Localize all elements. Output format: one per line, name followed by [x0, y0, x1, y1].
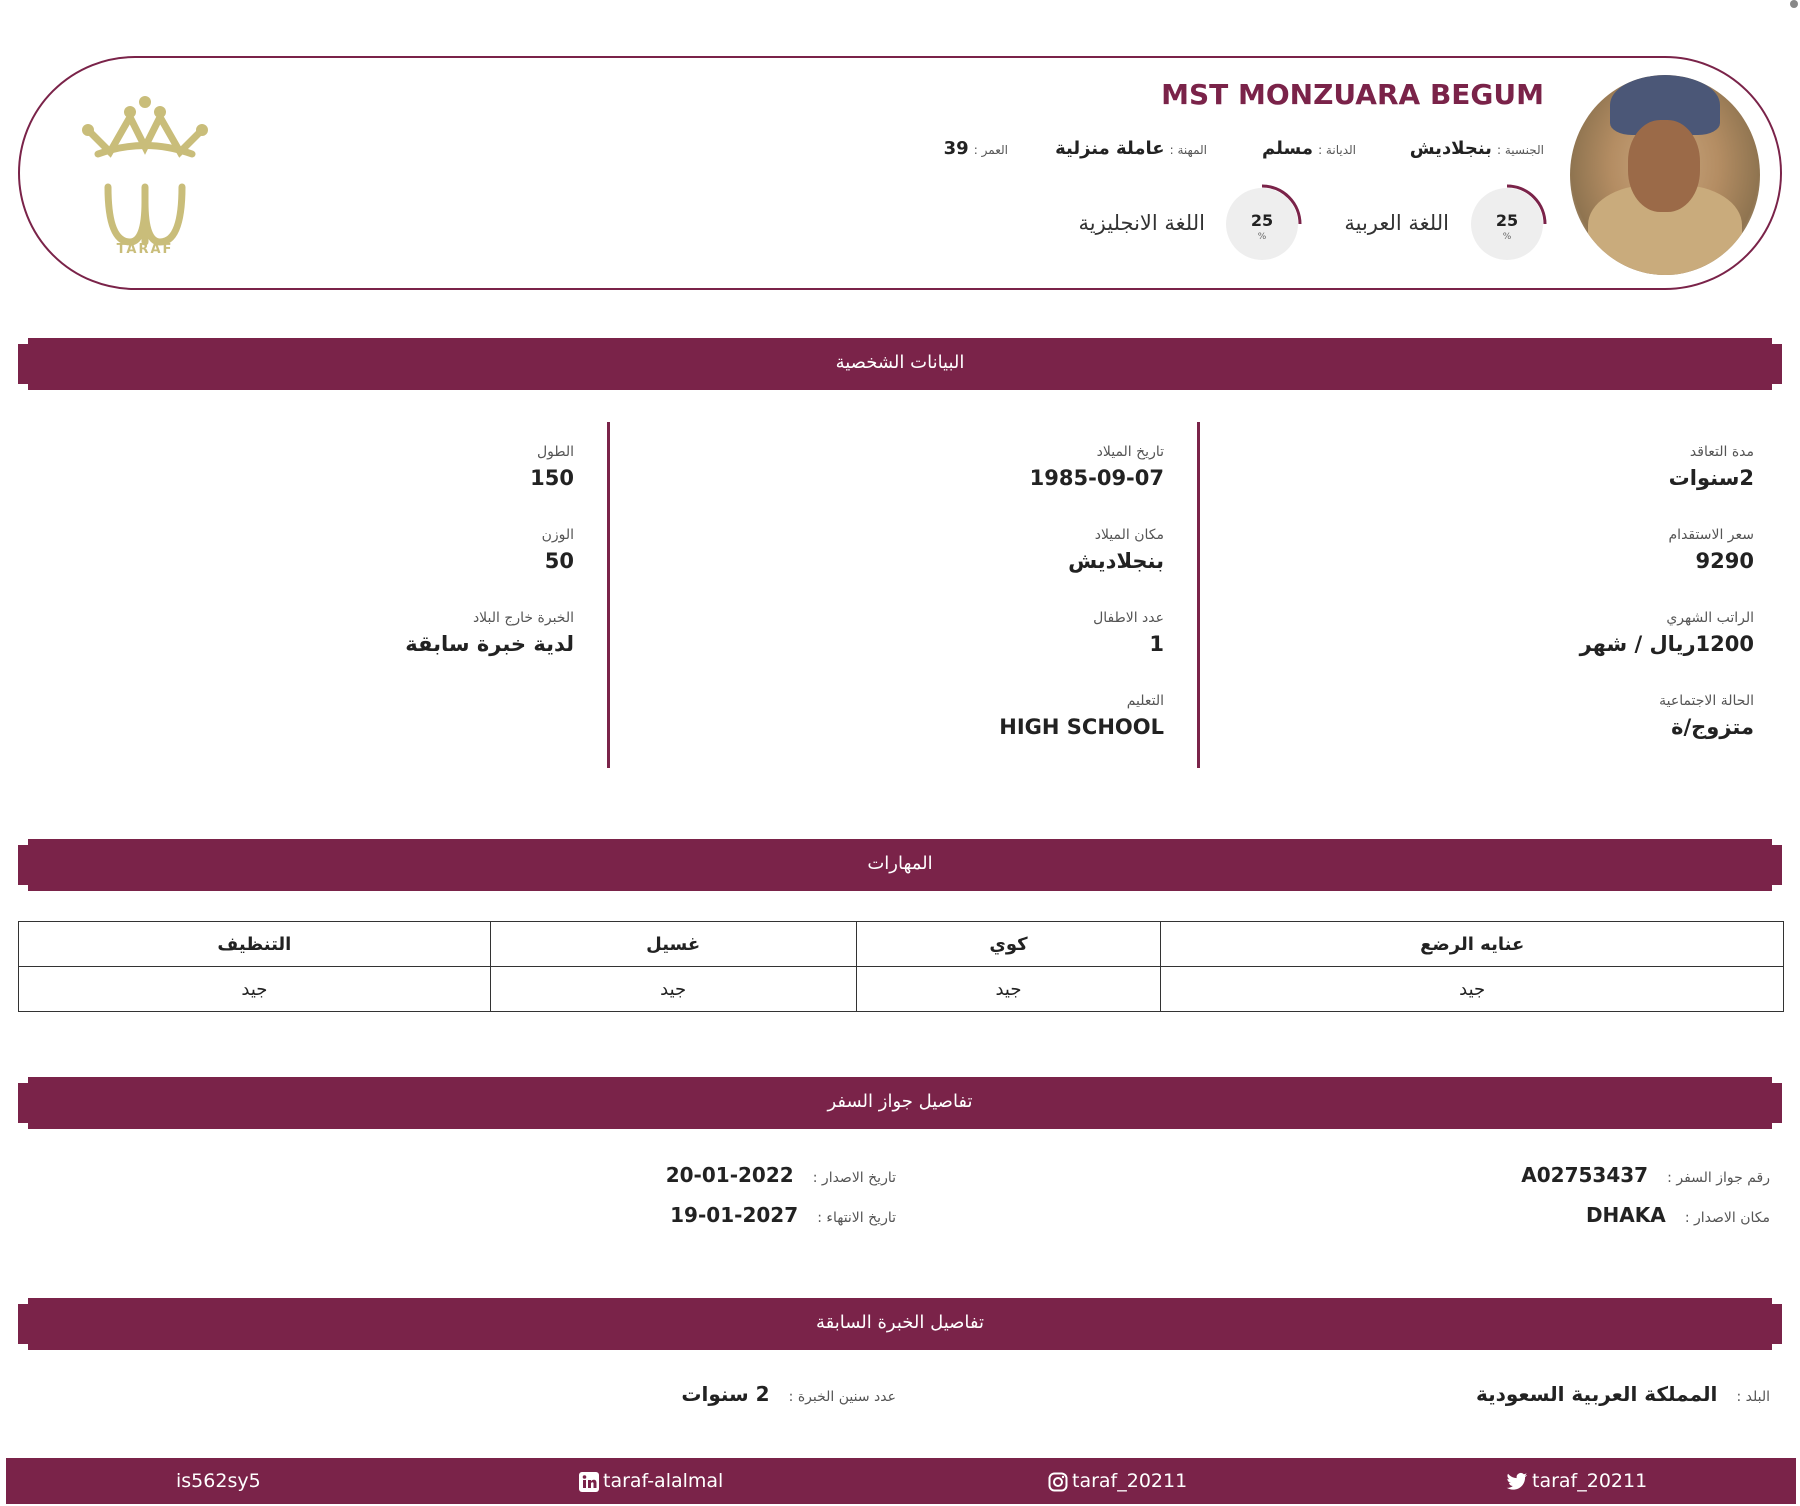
- education-value: HIGH SCHOOL: [999, 715, 1164, 739]
- skills-table: [18, 921, 1784, 1012]
- logo-text: TARAF: [116, 242, 174, 257]
- birth-date-field: [1030, 444, 1164, 490]
- skills-section-title: المهارات: [867, 853, 933, 874]
- english-level-symbol: %: [1257, 232, 1267, 242]
- skills-value-row: [19, 967, 1784, 1012]
- footer-linkedin[interactable]: [579, 1470, 723, 1492]
- personal-section-bar: [18, 338, 1782, 390]
- skills-header-row: [19, 922, 1784, 967]
- religion-field: [1262, 138, 1356, 159]
- nationality-value: بنجلاديش: [1409, 138, 1492, 159]
- twitter-handle: taraf_20211: [1532, 1470, 1648, 1492]
- passport-section-title: تفاصيل جواز السفر: [827, 1091, 973, 1112]
- birth-date-label: تاريخ الميلاد: [1096, 444, 1164, 460]
- profession-label: المهنة :: [1169, 143, 1207, 157]
- contract-duration-field: [1669, 444, 1754, 490]
- weight-value: 50: [544, 549, 574, 573]
- experience-section-title: تفاصيل الخبرة السابقة: [815, 1312, 985, 1333]
- arabic-level-percent: 25: [1495, 211, 1519, 230]
- expiry-date-value: 2027-01-19: [670, 1203, 799, 1227]
- weight-label: الوزن: [541, 527, 574, 543]
- nationality-field: [1410, 138, 1544, 159]
- birth-place-value: بنجلاديش: [1068, 549, 1164, 573]
- footer-twitter[interactable]: [1506, 1470, 1647, 1492]
- skill-header: التنظيف: [19, 922, 491, 967]
- crown-icon: [80, 92, 210, 262]
- experience-abroad-label: الخبرة خارج البلاد: [472, 610, 574, 626]
- marital-status-field: [1659, 693, 1754, 739]
- recruitment-price-value: 9290: [1695, 549, 1754, 573]
- arabic-language-label: اللغة العربية: [1344, 211, 1449, 235]
- nationality-label: الجنسية :: [1497, 143, 1544, 157]
- education-label: التعليم: [1126, 693, 1164, 709]
- taraf-logo: [80, 92, 210, 262]
- skill-value: جيد: [1161, 967, 1784, 1012]
- children-field: [1093, 610, 1164, 656]
- recruitment-price-field: [1669, 527, 1754, 573]
- height-value: 150: [530, 466, 574, 490]
- arabic-level-gauge: [1471, 188, 1543, 260]
- english-language-label: اللغة الانجليزية: [1078, 211, 1205, 235]
- issue-place-field: [1586, 1203, 1770, 1227]
- twitter-icon: [1506, 1472, 1528, 1492]
- skill-value: جيد: [490, 967, 856, 1012]
- passport-section-bar: [18, 1077, 1782, 1129]
- issue-date-label: تاريخ الاصدار :: [812, 1170, 896, 1186]
- monthly-salary-field: [1580, 610, 1754, 656]
- children-value: 1: [1149, 632, 1164, 656]
- experience-years-label: عدد سنين الخبرة :: [788, 1389, 896, 1405]
- column-divider-1: [607, 422, 610, 768]
- issue-date-field: [666, 1163, 896, 1187]
- experience-country-value: المملكة العربية السعودية: [1475, 1382, 1718, 1406]
- age-value: 39: [943, 138, 969, 159]
- column-divider-2: [1197, 422, 1200, 768]
- english-level-percent: 25: [1250, 211, 1274, 230]
- footer-instagram[interactable]: [1048, 1470, 1187, 1492]
- instagram-icon: [1048, 1472, 1068, 1492]
- skills-section-bar: [18, 839, 1782, 891]
- skill-value: جيد: [856, 967, 1161, 1012]
- birth-date-value: 1985-09-07: [1029, 466, 1164, 490]
- issue-place-value: DHAKA: [1585, 1203, 1666, 1227]
- passport-number-label: رقم جواز السفر :: [1667, 1170, 1770, 1186]
- height-field: [530, 444, 574, 490]
- experience-years-field: [681, 1382, 896, 1406]
- age-label: العمر :: [973, 143, 1008, 157]
- expiry-date-label: تاريخ الانتهاء :: [817, 1210, 896, 1226]
- footer-code: is562sy5: [176, 1470, 261, 1492]
- skill-value: جيد: [19, 967, 491, 1012]
- monthly-salary-label: الراتب الشهري: [1666, 610, 1754, 626]
- personal-section-title: البيانات الشخصية: [835, 352, 965, 373]
- experience-country-label: البلد :: [1736, 1389, 1770, 1405]
- issue-place-label: مكان الاصدار :: [1684, 1210, 1770, 1226]
- monthly-salary-value: 1200ريال / شهر: [1579, 632, 1754, 656]
- marital-status-value: متزوج/ة: [1671, 715, 1754, 739]
- children-label: عدد الاطفال: [1093, 610, 1164, 626]
- english-level-gauge: [1226, 188, 1298, 260]
- corner-dot: [1790, 0, 1798, 8]
- experience-section-bar: [18, 1298, 1782, 1350]
- contract-duration-value: 2سنوات: [1668, 466, 1754, 490]
- experience-country-field: [1476, 1382, 1770, 1406]
- experience-abroad-value: لدية خبرة سابقة: [405, 632, 574, 656]
- age-field: [944, 138, 1008, 159]
- religion-value: مسلم: [1262, 138, 1313, 159]
- instagram-handle: taraf_20211: [1072, 1470, 1188, 1492]
- arabic-level-symbol: %: [1502, 232, 1512, 242]
- religion-label: الديانة :: [1318, 143, 1356, 157]
- linkedin-handle: taraf-alalmal: [603, 1470, 724, 1492]
- expiry-date-field: [670, 1203, 896, 1227]
- profession-value: عاملة منزلية: [1055, 138, 1165, 159]
- skill-header: عنايه الرضع: [1161, 922, 1784, 967]
- issue-date-value: 2022-01-20: [665, 1163, 794, 1187]
- birth-place-label: مكان الميلاد: [1094, 527, 1164, 543]
- passport-number-field: [1521, 1163, 1770, 1187]
- worker-photo: [1570, 75, 1760, 275]
- height-label: الطول: [536, 444, 574, 460]
- recruitment-price-label: سعر الاستقدام: [1668, 527, 1754, 543]
- worker-name: MST MONZUARA BEGUM: [1161, 78, 1544, 111]
- education-field: [999, 693, 1164, 739]
- skill-header: غسيل: [490, 922, 856, 967]
- profession-field: [1055, 138, 1207, 159]
- birth-place-field: [1068, 527, 1164, 573]
- experience-abroad-field: [405, 610, 574, 656]
- passport-number-value: A02753437: [1521, 1163, 1649, 1187]
- linkedin-icon: [579, 1472, 599, 1492]
- experience-years-value: 2 سنوات: [681, 1382, 770, 1406]
- skill-header: كوي: [856, 922, 1161, 967]
- footer: [6, 1458, 1796, 1504]
- marital-status-label: الحالة الاجتماعية: [1659, 693, 1754, 709]
- contract-duration-label: مدة التعاقد: [1689, 444, 1754, 460]
- weight-field: [542, 527, 574, 573]
